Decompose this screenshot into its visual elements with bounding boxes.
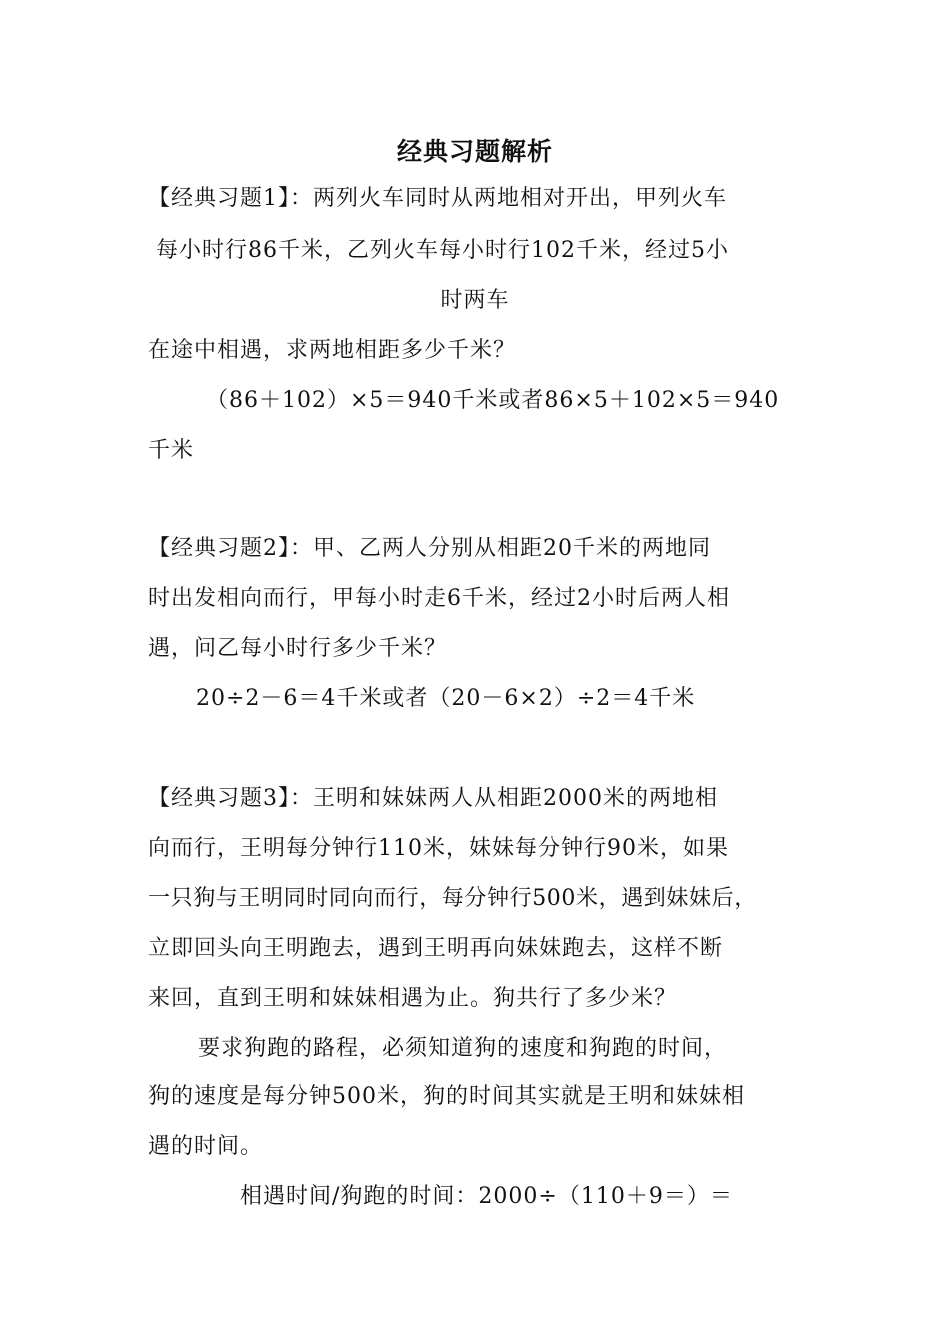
problem3-explanation-line-2: 狗的速度是每分钟500米，狗的时间其实就是王明和妹妹相 [148, 1084, 745, 1109]
problem1-line-2: 每小时行86千米，乙列火车每小时行102千米，经过5小 [156, 238, 729, 263]
problem1-line-3: 时两车 [440, 288, 510, 313]
problem3-formula: 相遇时间/狗跑的时间：2000÷（110＋9＝）＝ [240, 1184, 733, 1209]
document-title: 经典习题解析 [396, 137, 553, 166]
problem2-line-2: 时出发相向而行，甲每小时走6千米，经过2小时后两人相 [148, 586, 730, 611]
problem3-line-2: 向而行，王明每分钟行110米，妹妹每分钟行90米，如果 [148, 836, 729, 861]
problem3-explanation-line-1: 要求狗跑的路程，必须知道狗的速度和狗跑的时间， [198, 1036, 728, 1061]
problem2-answer: 20÷2－6＝4千米或者（20－6×2）÷2＝4千米 [196, 686, 696, 711]
problem1-answer-line-1: （86＋102）×5＝940千米或者86×5＋102×5＝940 [206, 388, 780, 413]
problem3-explanation-line-3: 遇的时间。 [148, 1134, 264, 1159]
problem2-line-1: 【经典习题2】：甲、乙两人分别从相距20千米的两地同 [148, 536, 711, 561]
problem1-answer-line-2: 千米 [148, 438, 195, 463]
problem3-line-4: 立即回头向王明跑去，遇到王明再向妹妹跑去，这样不断 [148, 936, 724, 961]
problem1-line-1: 【经典习题1】：两列火车同时从两地相对开出，甲列火车 [148, 186, 727, 211]
problem1-line-4: 在途中相遇，求两地相距多少千米？ [148, 338, 517, 363]
problem2-line-3: 遇，问乙每小时行多少千米？ [148, 636, 448, 661]
problem3-line-3: 一只狗与王明同时同向而行，每分钟行500米，遇到妹妹后， [148, 886, 757, 911]
problem3-line-5: 来回，直到王明和妹妹相遇为止。狗共行了多少米？ [148, 986, 678, 1011]
problem3-line-1: 【经典习题3】：王明和妹妹两人从相距2000米的两地相 [148, 786, 718, 811]
